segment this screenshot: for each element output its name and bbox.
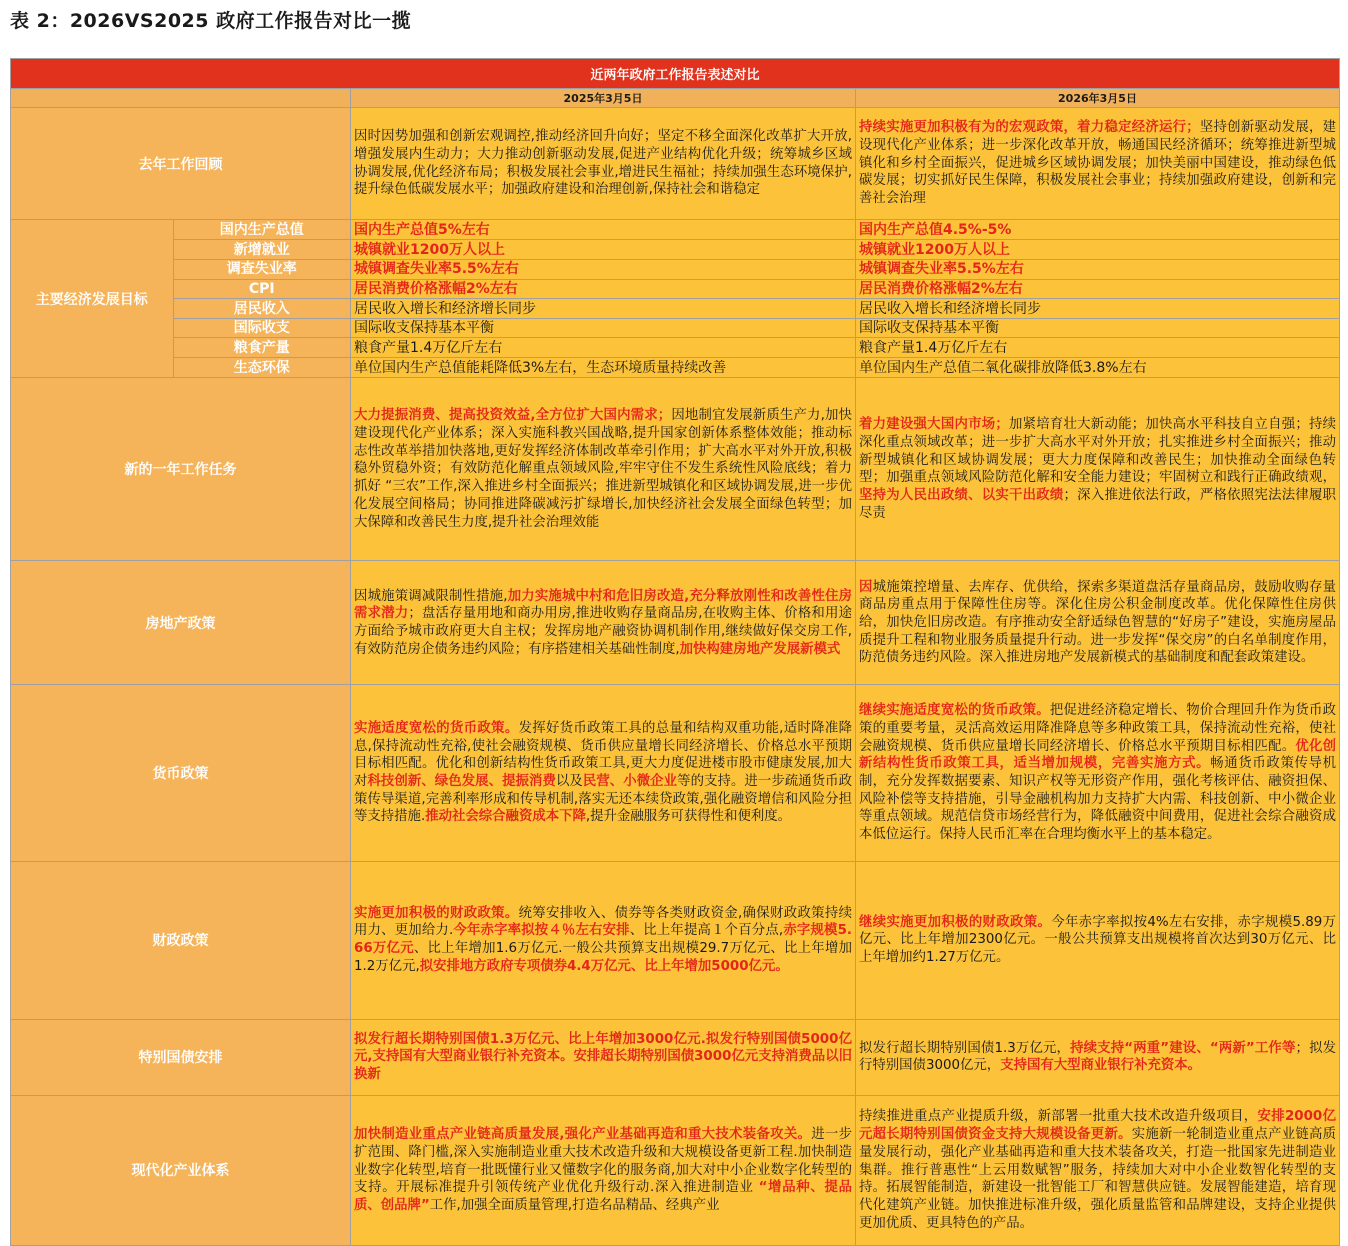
targets-2025-grid xyxy=(351,220,855,377)
body-text: 以及 xyxy=(555,774,583,790)
highlight-text: 拟安排地方政府专项债券4.4万亿元、比上年增加5000亿元。 xyxy=(419,958,789,974)
highlight-text: 科技创新、绿色发展、提振消费 xyxy=(367,774,556,790)
review-2025 xyxy=(351,108,856,220)
highlight-text: 着力建设强大国内市场； xyxy=(859,417,1009,433)
body-text: 畅通货币政策传导机制，充分发挥数据要素、知识产权等无形资产作用，强化考核评估、融资担保、风险补偿等支持措施，引导金融机构加力支持扩大内需、科技创新、中小微企业等重点领域。规范信贷市场经营行为，降低融资中间费用，促进社会综合融资成本低位运行。保持人民币汇率在合理均衡水平上的基本稳定。 xyxy=(859,756,1336,843)
comparison-table xyxy=(10,58,1340,1246)
target-value-y2026: 城镇就业1200万人以上 xyxy=(856,240,1339,260)
highlight-text: 安排2000亿元超长期特别国债资金支持大规模设备更新。 xyxy=(859,1109,1336,1143)
body-text: 发挥好货币政策工具的总量和结构双重功能,适时降准降息,保持流动性充裕,使社会融资规模、货币供应量增长同经济增长、价格总水平预期目标相匹配。优化和创新结构性货币政策工具,更大力度促进楼市股市健康发展,加大对 xyxy=(354,720,852,790)
highlight-text: 拟发行超长期特别国债1.3万亿元、比上年增加3000亿元.拟发行特别国债5000亿元,支持国有大型商业银行补充资本。安排超长期特别国债3000亿元支持消费品以旧换新 xyxy=(354,1031,852,1083)
highlight-text: 优化创新结构性货币政策工具，适当增加规模，完善实施方式。 xyxy=(859,738,1337,772)
industry-2026 xyxy=(856,1095,1340,1245)
body-text: 加紧培育壮大新动能；加快高水平科技自立自强；持续深化重点领域改革；进一步扩大高水平对外开放；扎实推进乡村全面振兴；推动新型城镇化和区域协调发展；更大力度保障和改善民生；加快推动全面绿色转型；加强重点领域风险防范化解和安全能力建设；牢固树立和践行正确政绩观， xyxy=(859,417,1337,486)
fiscal-2026 xyxy=(856,861,1340,1019)
body-text: 工作,加强全面质量管理,打造名品精品、经典产业 xyxy=(429,1197,720,1213)
bonds-2025 xyxy=(351,1019,856,1095)
monetary-2025 xyxy=(351,685,856,861)
highlight-text: 实施适度宽松的货币政策。 xyxy=(354,720,519,736)
category-bonds: 特别国债安排 xyxy=(11,1019,351,1095)
target-name: 国内生产总值 xyxy=(173,220,350,240)
body-text: 城施策控增量、去库存、优供给，探索多渠道盘活存量商品房，鼓励收购存量商品房重点用于保障性住房等。深化住房公积金制度改革。优化保障性住房供给，加快危旧房改造。有序推动安全舒适绿色智慧的“好房子”建设，实施房屋品质提升工程和物业服务质量提升行动。进一步发挥“保交房”的白名单制度作用，防范债务违约风险。深入推进房地产发展新模式的基础制度和配套政策建设。 xyxy=(859,579,1337,666)
highlight-text: 继续实施适度宽松的货币政策。 xyxy=(859,703,1050,719)
body-text: 坚持创新驱动发展，建设现代化产业体系；进一步深化改革开放，畅通国民经济循环；统筹推进新型城镇化和乡村全面振兴，促进城乡区域协调发展；加快美丽中国建设，推动绿色低碳发展；切实抓好民生保障，积极发展社会事业；持续加强政府建设，创新和完善社会治理 xyxy=(859,120,1337,207)
highlight-text: 加快构建房地产发展新模式 xyxy=(679,641,841,657)
target-value-y2026: 居民收入增长和经济增长同步 xyxy=(856,299,1339,319)
body-text: ；盘活存量用地和商办用房,推进收购存量商品房,在收购主体、价格和用途方面给予城市政府更大自主权；发挥房地产融资协调机制作用,继续做好保交房工作,有效防范房企债务违约风险；有序搭建相关基础性制度, xyxy=(354,606,853,657)
targets-2026-grid xyxy=(856,220,1339,377)
targets-label-grid xyxy=(11,220,350,377)
highlight-text: 因 xyxy=(859,579,873,595)
body-text: 实施新一轮制造业重点产业链高质量发展行动，强化产业基础再造和重大技术装备攻关，打造一批国家先进制造业集群。推行普惠性“上云用数赋智”服务，持续加大对中小企业数智化转型的支持。拓展智能制造，新建设一批智能工厂和智慧供应链。发展智能建造，培育现代化建筑产业链。加快推进标准升级，强化质量监管和品牌建设，支持企业提供更加优质、更具特色的产品。 xyxy=(859,1127,1337,1231)
housing-2026 xyxy=(856,561,1340,685)
target-name: 调查失业率 xyxy=(173,259,350,279)
highlight-text: 持续支持“两重”建设、“两新”工作等 xyxy=(1070,1040,1296,1056)
document-title: 表 2：2026VS2025 政府工作报告对比一揽 xyxy=(10,10,412,32)
highlight-text: 民营、小微企业 xyxy=(582,774,678,790)
header-2026: 2026年3月5日 xyxy=(856,89,1340,108)
target-name: CPI xyxy=(173,279,350,299)
body-text: 把促进经济稳定增长、物价合理回升作为货币政策的重要考量，灵活高效运用降准降息等多种政策工具，保持流动性充裕，使社会融资规模、货币供应量增长同经济增长、价格总水平预期目标相匹配。 xyxy=(859,703,1337,754)
target-value-y2025: 国际收支保持基本平衡 xyxy=(351,318,855,338)
highlight-text: 坚持为人民出政绩、以实干出政绩 xyxy=(859,488,1064,504)
target-value-y2026: 国际收支保持基本平衡 xyxy=(856,318,1339,338)
table-title: 近两年政府工作报告表述对比 xyxy=(11,59,1340,89)
category-fiscal: 财政政策 xyxy=(11,861,351,1019)
body-text: 因城施策调减限制性措施, xyxy=(354,588,508,604)
highlight-text: 持续实施更加积极有为的宏观政策，着力稳定经济运行； xyxy=(859,120,1200,136)
industry-2025 xyxy=(351,1095,856,1245)
target-value-y2026: 粮食产量1.4万亿斤左右 xyxy=(856,338,1339,358)
fiscal-2025 xyxy=(351,861,856,1019)
body-text: 今年赤字率拟按4%左右安排，赤字规模5.89万亿元、比上年增加2300亿元。一般公共预算支出规模将首次达到30万亿元、比上年增加约1.27万亿元。 xyxy=(859,914,1337,966)
body-text: ；拟发行特别国债3000亿元， xyxy=(859,1040,1337,1074)
target-name: 居民收入 xyxy=(173,299,350,319)
target-value-y2025: 粮食产量1.4万亿斤左右 xyxy=(351,338,855,358)
body-text: 因时因势加强和创新宏观调控,推动经济回升向好；坚定不移全面深化改革扩大开放,增强发展内生动力；大力推动创新驱动发展,促进产业结构优化升级；统筹城乡区域协调发展,优化经济布局；积极发展社会事业,增进民生福祉；持续加强生态环境保护,提升绿色低碳发展水平；加强政府建设和治理创新,保持社会和谐稳定 xyxy=(354,129,852,198)
highlight-text: 推动社会综合融资成本下降 xyxy=(425,809,586,825)
highlight-text: 大力提振消费、提高投资效益,全方位扩大国内需求； xyxy=(354,408,672,424)
category-industry: 现代化产业体系 xyxy=(11,1095,351,1245)
bonds-2026 xyxy=(856,1019,1340,1095)
body-text: 因地制宜发展新质生产力,加快建设现代化产业体系；深入实施科教兴国战略,提升国家创新体系整体效能；推动标志性改革举措加快落地,更好发挥经济体制改革牵引作用；扩大高水平对外开放,积极稳外贸稳外资；有效防范化解重点领域风险,牢牢守住不发生系统性风险底线；着力抓好 “三农”工作,深入推进乡村全面振兴；推进新型城镇化和区域协调发展,进一步优化发展空间格局；协同推进降碳减污扩绿增长,加快经济社会发展全面绿色转型；加大保障和改善民生力度,提升社会治理效能 xyxy=(354,408,852,530)
targets-2025-cell xyxy=(351,220,856,378)
highlight-text: 赤字规模5.66万亿元 xyxy=(354,923,852,957)
target-value-y2025: 国内生产总值5%左右 xyxy=(351,220,855,240)
highlight-text: 今年赤字率拟按４％左右安排 xyxy=(453,923,630,939)
body-text: 、比上年增加1.6万亿元.一般公共预算支出规模29.7万亿元、比上年增加1.2万亿元, xyxy=(354,941,852,974)
target-value-y2025: 居民收入增长和经济增长同步 xyxy=(351,299,855,319)
body-text: 等的支持。进一步疏通货币政策传导渠道,完善利率形成和传导机制,落实无还本续贷政策,强化融资增信和风险分担等支持措施. xyxy=(354,774,853,825)
body-text: 、比上年提高１个百分点, xyxy=(629,923,784,939)
body-text: 统筹安排收入、债券等各类财政资金,确保财政政策持续用力、更加给力. xyxy=(354,905,852,939)
targets-2026-cell xyxy=(856,220,1340,378)
target-value-y2026: 居民消费价格涨幅2%左右 xyxy=(856,279,1339,299)
highlight-text: 继续实施更加积极的财政政策。 xyxy=(859,914,1052,930)
tasks-2026 xyxy=(856,378,1340,561)
target-value-y2026: 单位国内生产总值二氧化碳排放降低3.8%左右 xyxy=(856,358,1339,378)
body-text: ；深入推进依法行政，严格依照宪法法律履职尽责 xyxy=(859,488,1337,521)
target-name: 新增就业 xyxy=(173,240,350,260)
category-targets: 主要经济发展目标 xyxy=(11,220,173,377)
highlight-text: 加快制造业重点产业链高质量发展,强化产业基础再造和重大技术装备攻关。 xyxy=(354,1127,812,1143)
target-value-y2025: 单位国内生产总值能耗降低3%左右，生态环境质量持续改善 xyxy=(351,358,855,378)
header-empty xyxy=(11,89,351,108)
highlight-text: 实施更加积极的财政政策。 xyxy=(354,905,519,921)
target-value-y2026: 国内生产总值4.5%-5% xyxy=(856,220,1339,240)
target-value-y2025: 城镇调查失业率5.5%左右 xyxy=(351,259,855,279)
target-name: 粮食产量 xyxy=(173,338,350,358)
highlight-text: 支持国有大型商业银行补充资本。 xyxy=(1000,1058,1202,1074)
highlight-text: “增品种、提品质、创品牌” xyxy=(354,1180,852,1213)
body-text: 持续推进重点产业提质升级，新部署一批重大技术改造升级项目， xyxy=(859,1109,1258,1125)
category-housing: 房地产政策 xyxy=(11,561,351,685)
category-review: 去年工作回顾 xyxy=(11,108,351,220)
target-name: 生态环保 xyxy=(173,358,350,378)
target-value-y2025: 居民消费价格涨幅2%左右 xyxy=(351,279,855,299)
header-2025: 2025年3月5日 xyxy=(351,89,856,108)
review-2026 xyxy=(856,108,1340,220)
category-tasks: 新的一年工作任务 xyxy=(11,378,351,561)
category-monetary: 货币政策 xyxy=(11,685,351,861)
housing-2025 xyxy=(351,561,856,685)
monetary-2026 xyxy=(856,685,1340,861)
highlight-text: 加力实施城中村和危旧房改造,充分释放刚性和改善性住房需求潜力 xyxy=(354,588,852,622)
target-name: 国际收支 xyxy=(173,318,350,338)
tasks-2025 xyxy=(351,378,856,561)
body-text: ,提升金融服务可获得性和便利度。 xyxy=(585,809,792,825)
targets-label-cell xyxy=(11,220,351,378)
body-text: 进一步扩范围、降门槛,深入实施制造业重大技术改造升级和大规模设备更新工程.加快制造业数字化转型,培育一批既懂行业又懂数字化的服务商,加大对中小企业数字化转型的支持。开展标准提升引领传统产业优化升级行动.深入推进制造业 xyxy=(354,1127,852,1196)
target-value-y2025: 城镇就业1200万人以上 xyxy=(351,240,855,260)
body-text: 拟发行超长期特别国债1.3万亿元， xyxy=(859,1040,1071,1056)
target-value-y2026: 城镇调查失业率5.5%左右 xyxy=(856,259,1339,279)
